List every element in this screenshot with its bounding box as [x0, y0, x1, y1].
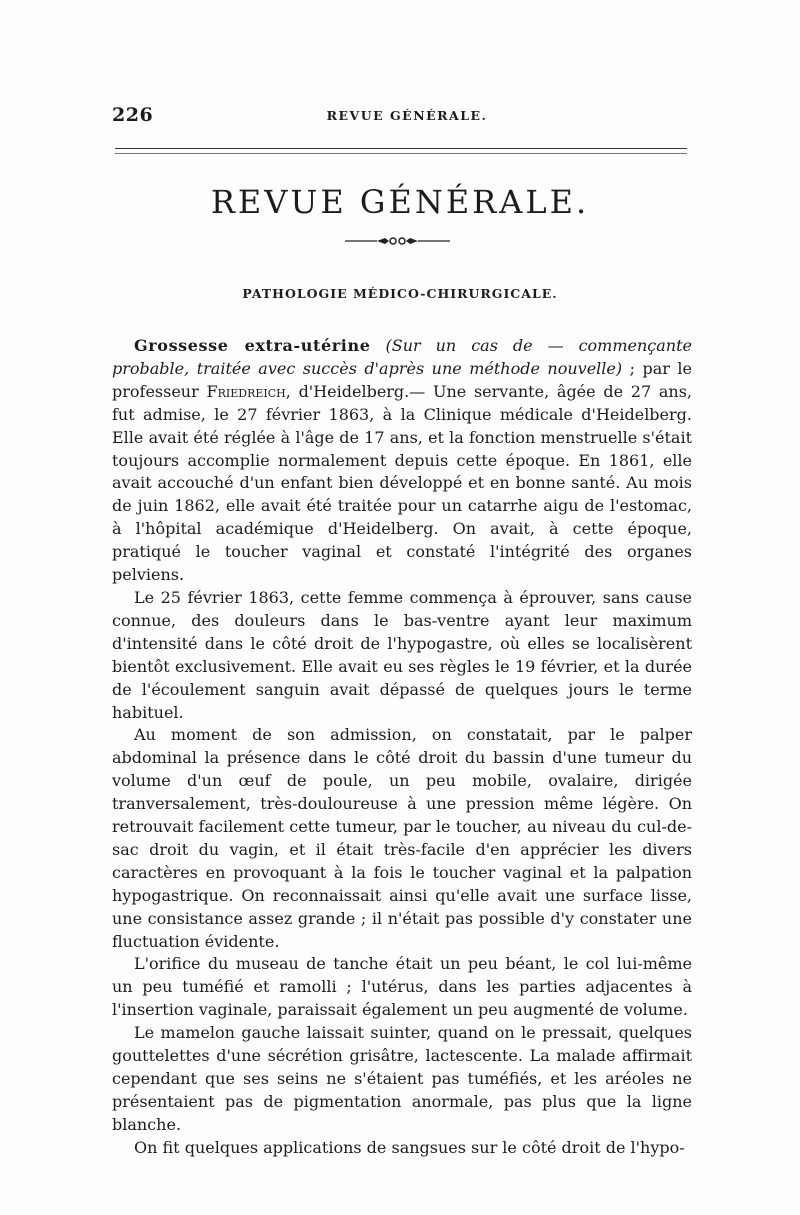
- header-rule-thin: [115, 153, 687, 154]
- author-name: Friedreich: [206, 381, 286, 401]
- running-title: REVUE GÉNÉRALE.: [326, 108, 488, 123]
- article-subtitle: (Sur un cas de — commençante probable, traitée avec succès d'après une méthode nouvelle): [112, 336, 692, 378]
- paragraph: Au moment de son admission, on constatait, par le palper abdominal la présence dans le côté droit du bassin d'une tumeur du volume d'un œuf de poule, un peu mobile, ovalaire, dirigée tranversalement, très-douloureuse à une pression même légère. On retrouvait facilement cette tumeur, par le toucher, au niveau du cul-de-sac droit du vagin, et il était très-facile d'en apprécier les divers caractères en provoquant à la fois le toucher vaginal et la palpation hypogastrique. On reconnaissait ainsi qu'elle avait une surface lisse, une consistance assez grande ; il n'était pas possible d'y constater une fluctuation évidente.: [112, 725, 692, 951]
- paragraph: Le mamelon gauche laissait suinter, quand on le pressait, quelques gouttelettes d'une sécrétion grisâtre, lactescente. La malade affirmait cependant que ses seins ne s'étaient pas tuméfiés, et les aréoles ne présentaient pas de pigmentation anormale, pas plus que la ligne blanche.: [112, 1023, 692, 1134]
- paragraph: Le 25 février 1863, cette femme commença à éprouver, sans cause connue, des douleurs dans le bas-ventre ayant leur maximum d'intensité dans le côté droit de l'hypogastre, où elles se localisèrent bientôt exclusivement. Elle avait eu ses règles le 19 février, et la durée de l'écoulement sanguin avait dépassé de quelques jours le terme habituel.: [112, 587, 692, 722]
- paragraph: On fit quelques applications de sangsues sur le côté droit de l'hypo-: [134, 1137, 685, 1157]
- paragraph-text: ; par le professeur: [112, 358, 692, 401]
- paragraph-text: , d'Heidelberg.— Une servante, âgée de 27 ans, fut admise, le 27 février 1863, à la Clinique médicale d'Heidelberg. Elle avait été réglée à l'âge de 17 ans, et la fonction menstruelle s'était toujours accomplie normalement depuis cette époque. En 1861, elle avait accouché d'un enfant bien développé et en bonne santé. Au mois de juin 1862, elle avait été traitée pour un catarrhe aigu de l'estomac, à l'hôpital académique d'Heidelberg. On avait, à cette époque, pratiqué le toucher vaginal et constaté l'intégrité des organes pelviens.: [112, 381, 693, 585]
- header-rule: [115, 148, 687, 149]
- paragraph: L'orifice du museau de tanche était un peu béant, le col lui-même un peu tuméfié et ramolli ; l'utérus, dans les parties adjacentes à l'insertion vaginale, paraissait également un peu augmenté de volume.: [112, 954, 692, 1020]
- article-heading: Grossesse extra-utérine: [134, 336, 371, 355]
- ornament-rule-icon: [345, 232, 450, 250]
- running-head: [112, 104, 702, 128]
- page-title: REVUE GÉNÉRALE.: [210, 183, 590, 221]
- paragraph: [112, 335, 692, 587]
- section-title: PATHOLOGIE MÉDICO-CHIRURGICALE.: [242, 286, 558, 301]
- article-body: [112, 335, 692, 1160]
- page-number: 226: [112, 104, 154, 126]
